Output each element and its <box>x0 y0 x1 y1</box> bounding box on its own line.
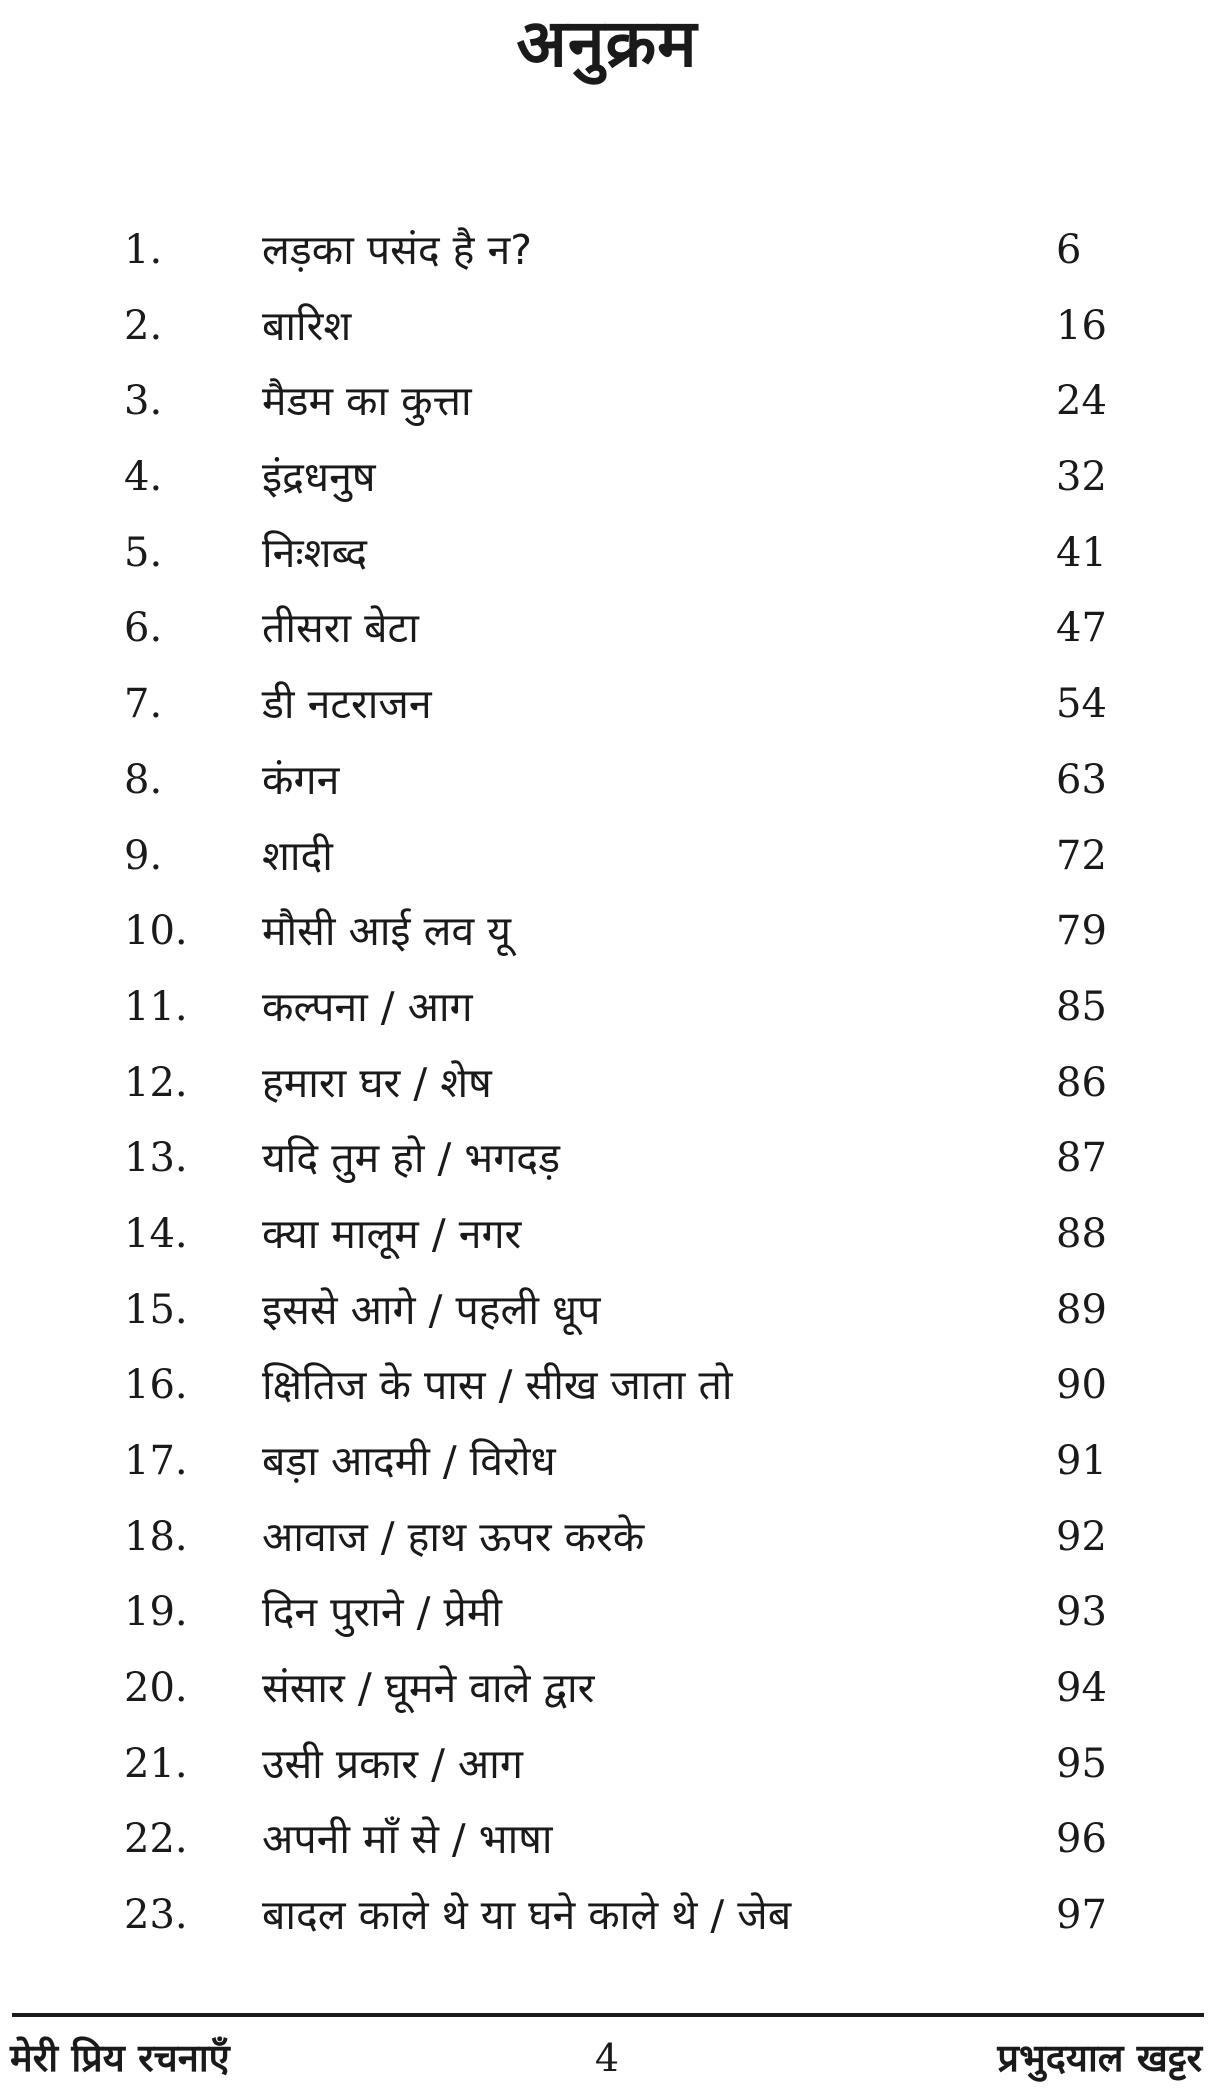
toc-entry-title[interactable]: संसार / घूमने वाले द्वार <box>262 1664 595 1713</box>
toc-entry-number: 20. <box>124 1665 188 1712</box>
toc-entry[interactable] <box>0 296 1214 372</box>
toc-entry-title[interactable]: मैडम का कुत्ता <box>262 377 472 426</box>
toc-entry[interactable] <box>0 598 1214 674</box>
toc-entry[interactable] <box>0 826 1214 902</box>
toc-entry-page: 6 <box>1056 227 1082 273</box>
toc-entry-title[interactable]: लड़का पसंद है न? <box>262 226 532 274</box>
toc-entry-page: 89 <box>1056 1286 1107 1333</box>
toc-entry-page: 94 <box>1056 1665 1107 1712</box>
toc-entry-page: 91 <box>1056 1438 1107 1484</box>
toc-entry[interactable] <box>0 447 1214 523</box>
toc-entry[interactable] <box>0 1280 1214 1356</box>
toc-entry-number: 18. <box>124 1513 188 1560</box>
toc-entry-page: 90 <box>1056 1362 1107 1409</box>
toc-entry-title[interactable]: बादल काले थे या घने काले थे / जेब <box>262 1891 792 1940</box>
toc-entry-number: 13. <box>124 1135 188 1182</box>
toc-entry-title[interactable]: आवाज / हाथ ऊपर करके <box>262 1512 645 1561</box>
toc-entry-page: 72 <box>1056 832 1107 879</box>
toc-entry-number: 9. <box>124 832 163 879</box>
toc-entry-title[interactable]: इंद्रधनुष <box>262 453 376 502</box>
toc-entry-page: 88 <box>1056 1210 1107 1257</box>
toc-entry-title[interactable]: हमारा घर / शेष <box>262 1058 492 1107</box>
toc-entry[interactable] <box>0 1658 1214 1734</box>
toc-entry-number: 14. <box>124 1210 188 1257</box>
toc-entry-number: 23. <box>124 1892 188 1939</box>
toc-entry-page: 79 <box>1056 908 1107 955</box>
table-of-contents <box>0 220 1214 1961</box>
toc-entry-number: 12. <box>124 1059 188 1106</box>
toc-entry-page: 93 <box>1056 1589 1107 1636</box>
toc-entry-page: 86 <box>1056 1059 1107 1106</box>
toc-entry-number: 1. <box>124 227 163 273</box>
toc-entry-number: 15. <box>124 1286 188 1333</box>
toc-entry[interactable] <box>0 220 1214 296</box>
toc-entry-number: 7. <box>124 681 163 728</box>
toc-entry[interactable] <box>0 1582 1214 1658</box>
toc-entry-title[interactable]: उसी प्रकार / आग <box>262 1739 523 1788</box>
toc-entry-page: 63 <box>1056 756 1107 803</box>
toc-entry[interactable] <box>0 674 1214 750</box>
toc-entry-page: 95 <box>1056 1740 1107 1787</box>
toc-entry-number: 21. <box>124 1740 188 1787</box>
toc-entry-title[interactable]: कल्पना / आग <box>262 982 473 1031</box>
toc-entry-title[interactable]: शादी <box>262 831 333 880</box>
toc-entry-number: 8. <box>124 756 163 803</box>
toc-entry[interactable] <box>0 750 1214 826</box>
toc-entry[interactable] <box>0 1809 1214 1885</box>
toc-entry-number: 6. <box>124 605 163 652</box>
toc-entry-title[interactable]: अपनी माँ से / भाषा <box>262 1815 553 1864</box>
toc-entry[interactable] <box>0 1128 1214 1204</box>
toc-entry[interactable] <box>0 523 1214 599</box>
toc-entry-page: 97 <box>1056 1892 1107 1939</box>
toc-entry[interactable] <box>0 1431 1214 1507</box>
toc-entry[interactable] <box>0 901 1214 977</box>
toc-entry-page: 87 <box>1056 1135 1107 1182</box>
toc-entry-number: 10. <box>124 908 188 955</box>
toc-entry[interactable] <box>0 1053 1214 1129</box>
toc-entry-number: 22. <box>124 1816 188 1863</box>
toc-entry-title[interactable]: बारिश <box>262 301 352 350</box>
toc-entry-page: 96 <box>1056 1816 1107 1863</box>
toc-entry-number: 5. <box>124 529 163 576</box>
toc-entry-page: 32 <box>1056 454 1107 501</box>
toc-entry-page: 47 <box>1056 605 1107 652</box>
footer-author: प्रभुदयाल खट्टर <box>997 2036 1202 2080</box>
footer-page-number: 4 <box>594 2036 620 2080</box>
toc-entry[interactable] <box>0 1507 1214 1583</box>
toc-entry[interactable] <box>0 1885 1214 1961</box>
toc-entry-title[interactable]: यदि तुम हो / भगदड़ <box>262 1134 561 1183</box>
toc-entry-number: 17. <box>124 1438 188 1484</box>
page-title: अनुक्रम <box>516 5 698 82</box>
toc-entry-page: 54 <box>1056 681 1107 728</box>
toc-entry-page: 16 <box>1056 302 1107 349</box>
toc-entry-number: 19. <box>124 1589 188 1636</box>
footer-book-title: मेरी प्रिय रचनाएँ <box>10 2036 230 2080</box>
toc-entry-page: 24 <box>1056 378 1107 425</box>
page-footer <box>0 2030 1214 2090</box>
toc-entry-title[interactable]: इससे आगे / पहली धूप <box>262 1285 601 1334</box>
toc-entry[interactable] <box>0 1734 1214 1810</box>
toc-entry-title[interactable]: डी नटराजन <box>262 680 432 729</box>
toc-entry-number: 11. <box>124 983 188 1030</box>
toc-entry[interactable] <box>0 371 1214 447</box>
toc-entry[interactable] <box>0 1355 1214 1431</box>
toc-entry-page: 85 <box>1056 983 1107 1030</box>
toc-entry-title[interactable]: तीसरा बेटा <box>262 604 419 653</box>
toc-entry-number: 3. <box>124 378 163 425</box>
toc-entry-title[interactable]: क्या मालूम / नगर <box>262 1209 522 1258</box>
toc-entry-title[interactable]: मौसी आई लव यू <box>262 907 511 956</box>
toc-entry-title[interactable]: दिन पुराने / प्रेमी <box>262 1588 502 1637</box>
toc-entry-number: 2. <box>124 302 163 349</box>
toc-entry-page: 92 <box>1056 1513 1107 1560</box>
toc-entry-number: 16. <box>124 1362 188 1409</box>
toc-entry-title[interactable]: बड़ा आदमी / विरोध <box>262 1437 556 1485</box>
toc-entry-number: 4. <box>124 454 163 501</box>
toc-entry-title[interactable]: कंगन <box>262 755 340 804</box>
toc-entry-title[interactable]: निःशब्द <box>262 528 367 577</box>
footer-divider <box>12 2013 1204 2017</box>
toc-entry[interactable] <box>0 1204 1214 1280</box>
toc-entry-page: 41 <box>1056 529 1107 576</box>
toc-entry[interactable] <box>0 977 1214 1053</box>
toc-entry-title[interactable]: क्षितिज के पास / सीख जाता तो <box>262 1361 733 1410</box>
